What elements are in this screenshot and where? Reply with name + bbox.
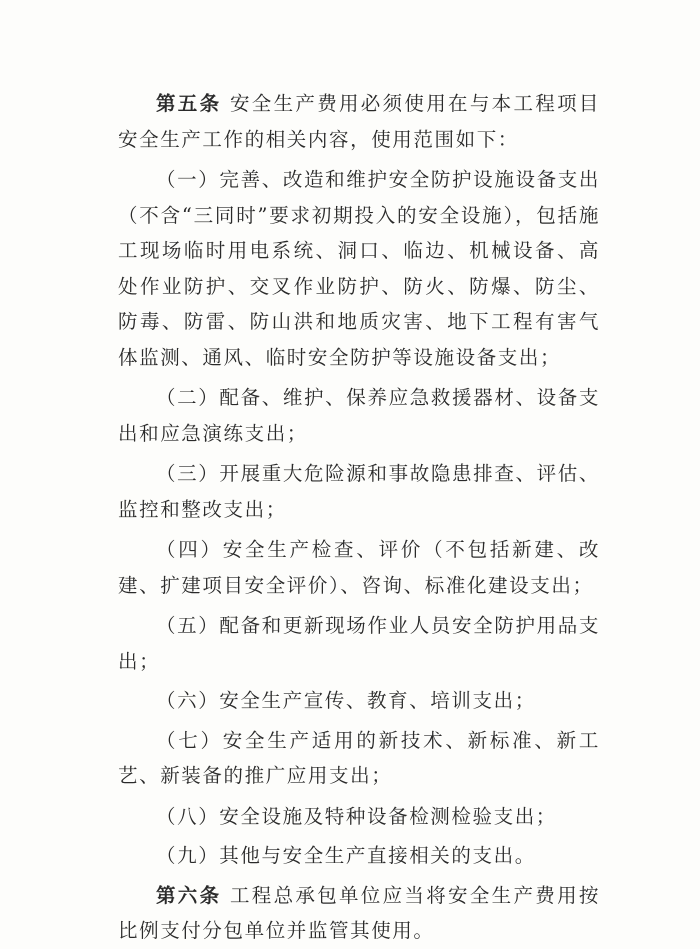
list-item: （五）配备和更新现场作业人员安全防护用品支出；	[118, 614, 600, 673]
article-5-lead: 安全生产费用必须使用在与本工程项目安全生产工作的相关内容，使用范围如下：	[118, 92, 600, 151]
list-item: （二）配备、维护、保养应急救援器材、设备支出和应急演练支出；	[118, 386, 600, 445]
article-5-paragraph	[118, 86, 600, 157]
list-item: （七）安全生产适用的新技术、新标准、新工艺、新装备的推广应用支出；	[118, 728, 600, 787]
list-item: （一）完善、改造和维护安全防护设施设备支出（不含“三同时”要求初期投入的安全设施），包括施工现场临时用电系统、洞口、临边、机械设备、高处作业防护、交叉作业防护、防火、防爆、防尘、防毒、防雷、防山洪和地质灾害、地下工程有害气体监测、通风、临时安全防护等设施设备支出；	[118, 168, 600, 369]
article-6-text: 工程总承包单位应当将安全生产费用按比例支付分包单位并监管其使用。	[118, 883, 600, 942]
list-item: （九）其他与安全生产直接相关的支出。	[156, 844, 536, 867]
article-6-label: 第六条	[156, 883, 222, 907]
list-item: （四）安全生产检查、评价（不包括新建、改建、扩建项目安全评价）、咨询、标准化建设支出；	[118, 538, 600, 597]
list-item: （八）安全设施及特种设备检测检验支出；	[156, 804, 557, 828]
list-item: （六）安全生产宣传、教育、培训支出；	[156, 689, 536, 712]
article-6-paragraph	[118, 878, 600, 949]
list-item: （三）开展重大危险源和事故隐患排查、评估、监控和整改支出；	[118, 462, 600, 521]
article-5-label: 第五条	[156, 92, 222, 115]
